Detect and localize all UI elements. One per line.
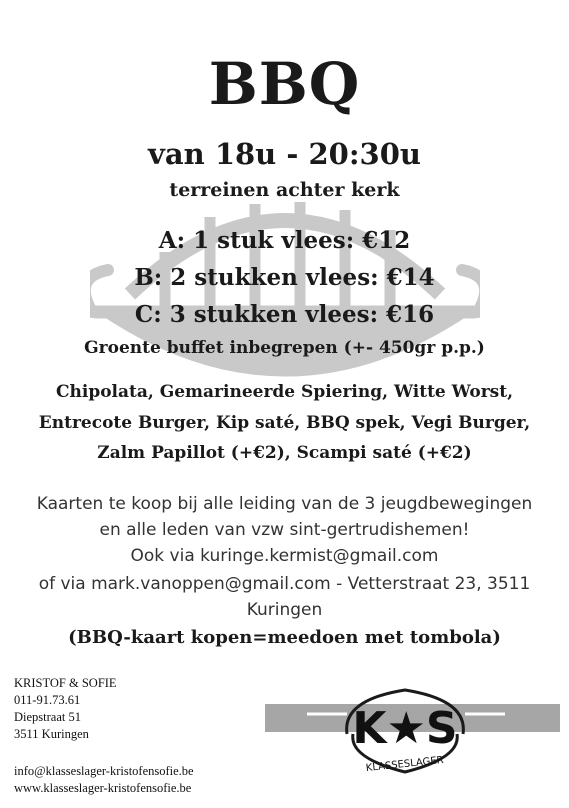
menu-line: Chipolata, Gemarineerde Spiering, Witte Worst, xyxy=(55,382,514,402)
sponsor-street: Diepstraat 51 xyxy=(14,710,81,724)
tombola-note: (BBQ-kaart kopen=meedoen met tombola) xyxy=(68,627,501,648)
sponsor-city: 3511 Kuringen xyxy=(14,727,89,741)
ticket-info-line: Ook via kuringe.kermist@gmail.com xyxy=(130,546,439,566)
sponsor-website: www.klasseslager-kristofensofie.be xyxy=(14,781,192,795)
klasseslager-logo xyxy=(265,680,560,780)
ticket-info-line: of via mark.vanoppen@gmail.com - Vetterstraat 23, 3511 xyxy=(38,574,531,594)
menu-line: Zalm Papillot (+€2), Scampi saté (+€2) xyxy=(97,443,472,463)
ticket-info-line: en alle leden van vzw sint-gertrudishemen! xyxy=(99,520,470,540)
sponsor-phone: 011-91.73.61 xyxy=(14,693,81,707)
event-location: terreinen achter kerk xyxy=(169,179,400,201)
sponsor-name: KRISTOF & SOFIE xyxy=(14,676,117,690)
price-option: C: 3 stukken vlees: €16 xyxy=(134,301,435,328)
event-title: BBQ xyxy=(208,50,361,118)
sponsor-email: info@klasseslager-kristofensofie.be xyxy=(14,764,194,778)
price-option: A: 1 stuk vlees: €12 xyxy=(158,227,411,254)
buffet-note: Groente buffet inbegrepen (+- 450gr p.p.) xyxy=(84,338,485,358)
ticket-info-line: Kaarten te koop bij alle leiding van de 3 jeugdbewegingen xyxy=(36,494,533,514)
menu-line: Entrecote Burger, Kip saté, BBQ spek, Vegi Burger, xyxy=(38,413,531,433)
event-time: van 18u - 20:30u xyxy=(148,137,421,171)
logo-subtitle: KLASSESLAGER xyxy=(365,754,445,775)
price-option: B: 2 stukken vlees: €14 xyxy=(134,264,435,291)
ticket-info-line: Kuringen xyxy=(246,600,323,620)
logo-monogram: K★S xyxy=(352,703,458,754)
